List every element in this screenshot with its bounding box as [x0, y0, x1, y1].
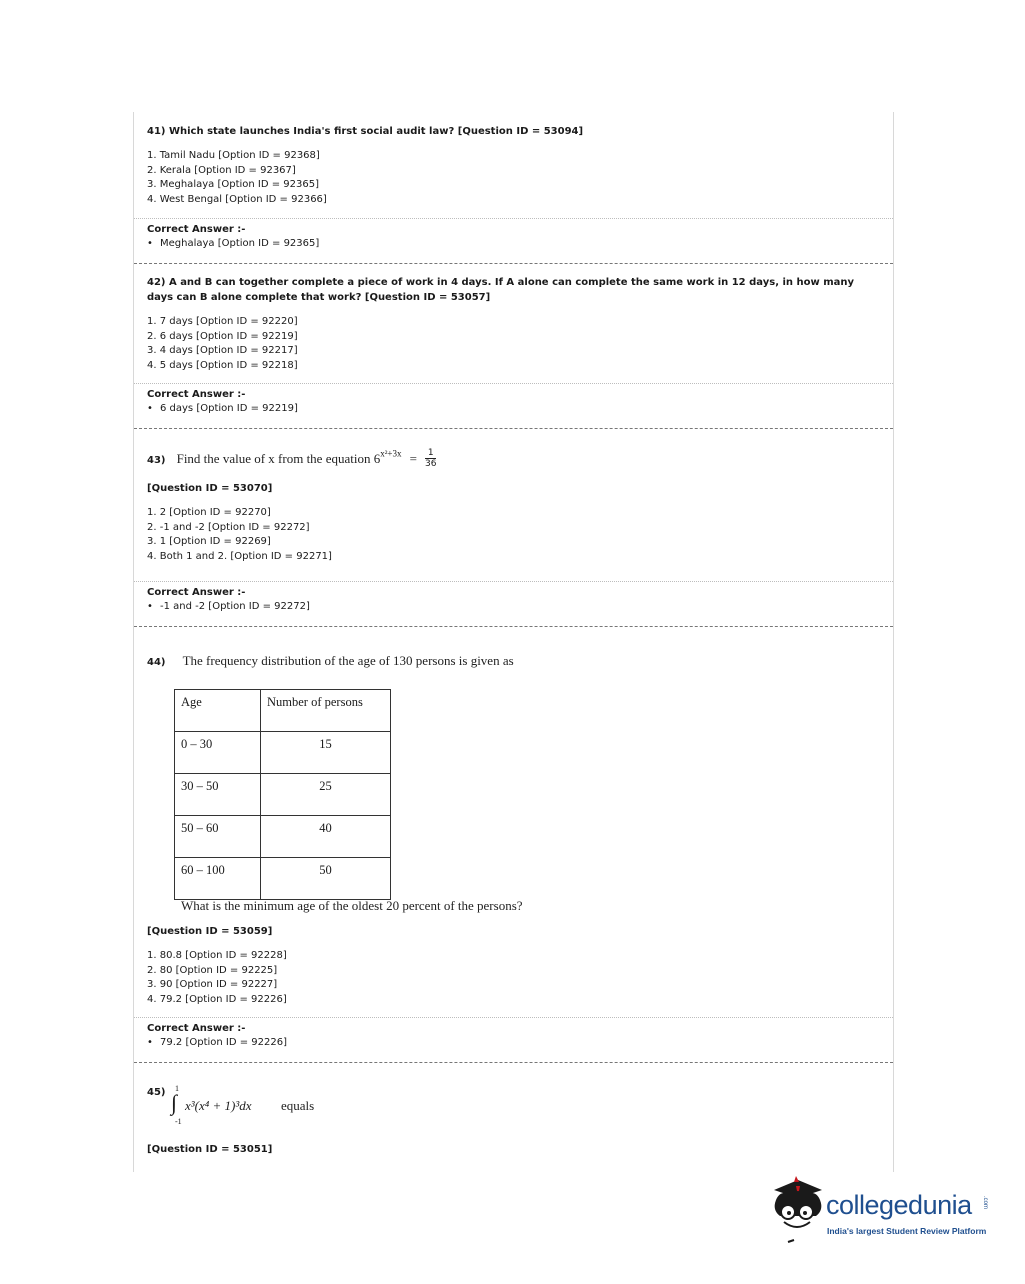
- count-cell: 40: [261, 816, 391, 858]
- option-2: 2. -1 and -2 [Option ID = 92272]: [147, 521, 310, 533]
- option-3: 3. 90 [Option ID = 92227]: [147, 979, 278, 991]
- divider: [134, 1017, 893, 1018]
- integral-suffix: equals: [281, 1098, 315, 1113]
- options-list: [147, 949, 883, 1008]
- correct-answer-text: 6 days [Option ID = 92219]: [160, 403, 298, 414]
- correct-answer-label: Correct Answer :-: [147, 1023, 246, 1034]
- question-divider: [134, 626, 893, 627]
- fraction: [425, 448, 436, 469]
- fraction-denominator: 36: [425, 459, 437, 469]
- divider: [134, 383, 893, 384]
- age-cell: 60 – 100: [175, 858, 261, 900]
- question-divider: [134, 428, 893, 429]
- option-4: 4. 5 days [Option ID = 92218]: [147, 360, 298, 372]
- correct-answer-text: 79.2 [Option ID = 92226]: [160, 1037, 287, 1048]
- table-header-row: [175, 690, 391, 732]
- question-id: [Question ID = 53051]: [147, 1144, 273, 1155]
- question-id: [Question ID = 53059]: [147, 926, 273, 937]
- fraction-numerator: 1: [425, 448, 436, 459]
- correct-answer-label: Correct Answer :-: [147, 389, 246, 400]
- question-text: The frequency distribution of the age of 130 persons is given as: [182, 653, 514, 668]
- question-stem: [147, 448, 883, 469]
- question-divider: [134, 1062, 893, 1063]
- age-cell: 0 – 30: [175, 732, 261, 774]
- question-text: Find the value of x from the equation 6: [176, 451, 381, 466]
- age-cell: 50 – 60: [175, 816, 261, 858]
- question-number: 44): [147, 657, 166, 668]
- options-list: [147, 506, 883, 565]
- correct-answer-label: Correct Answer :-: [147, 224, 246, 235]
- collegedunia-logo: [768, 1176, 998, 1248]
- option-3: 3. Meghalaya [Option ID = 92365]: [147, 179, 319, 191]
- question-44: [147, 650, 883, 669]
- question-44-followup: [181, 895, 883, 914]
- brand-domain: .com: [982, 1196, 988, 1210]
- option-3: 3. 4 days [Option ID = 92217]: [147, 345, 298, 357]
- count-cell: 50: [261, 858, 391, 900]
- age-cell: 30 – 50: [175, 774, 261, 816]
- integral-upper-limit: 1: [175, 1084, 179, 1093]
- option-4: 4. 79.2 [Option ID = 92226]: [147, 994, 287, 1006]
- question-id: [Question ID = 53070]: [147, 483, 273, 494]
- table-row: [175, 774, 391, 816]
- option-1: 1. 80.8 [Option ID = 92228]: [147, 950, 287, 961]
- options-list: [147, 315, 883, 374]
- brand-tagline: India's largest Student Review Platform: [827, 1226, 987, 1236]
- question-number: 43): [147, 455, 166, 466]
- header-age: Age: [175, 690, 261, 732]
- integral-sign-icon: ∫: [171, 1090, 178, 1115]
- question-number: 45): [147, 1087, 166, 1098]
- integral-lower-limit: -1: [175, 1117, 182, 1126]
- option-4: 4. Both 1 and 2. [Option ID = 92271]: [147, 551, 332, 563]
- header-count: Number of persons: [261, 690, 391, 732]
- exam-page: [133, 112, 894, 1172]
- options-list: [147, 149, 883, 208]
- frequency-table: [174, 689, 391, 900]
- correct-answer-text: -1 and -2 [Option ID = 92272]: [160, 601, 310, 612]
- option-3: 3. 1 [Option ID = 92269]: [147, 536, 271, 548]
- question-title: 42) A and B can together complete a piece of work in 4 days. If A alone can complete the same work in 12 days, in how many days can B alone complete that work? [Question ID = 53057]: [147, 277, 855, 303]
- mascot-icon: [768, 1176, 828, 1248]
- correct-answer-item: • 6 days [Option ID = 92219]: [147, 403, 298, 414]
- table-row: [175, 858, 391, 900]
- divider: [134, 581, 893, 582]
- option-4: 4. West Bengal [Option ID = 92366]: [147, 194, 327, 206]
- correct-answer-41: [147, 224, 883, 249]
- correct-answer-text: Meghalaya [Option ID = 92365]: [160, 238, 320, 249]
- correct-answer-item: • -1 and -2 [Option ID = 92272]: [147, 601, 310, 612]
- question-43: [147, 448, 883, 565]
- correct-answer-item: • Meghalaya [Option ID = 92365]: [147, 238, 320, 249]
- correct-answer-label: Correct Answer :-: [147, 587, 246, 598]
- question-45-id: [147, 1142, 883, 1157]
- correct-answer-43: [147, 587, 883, 612]
- count-cell: 25: [261, 774, 391, 816]
- table-row: [175, 816, 391, 858]
- option-1: 1. Tamil Nadu [Option ID = 92368]: [147, 150, 320, 161]
- option-1: 1. 2 [Option ID = 92270]: [147, 507, 271, 518]
- count-cell: 15: [261, 732, 391, 774]
- correct-answer-42: [147, 389, 883, 414]
- followup-text: What is the minimum age of the oldest 20 percent of the persons?: [181, 898, 523, 913]
- question-44-details: [147, 924, 883, 1008]
- question-title: 41) Which state launches India's first social audit law? [Question ID = 53094]: [147, 126, 584, 137]
- table-row: [175, 732, 391, 774]
- option-1: 1. 7 days [Option ID = 92220]: [147, 316, 298, 327]
- divider: [134, 218, 893, 219]
- integrand: x³(x⁴ + 1)³dx: [185, 1098, 252, 1113]
- correct-answer-item: • 79.2 [Option ID = 92226]: [147, 1037, 287, 1048]
- option-2: 2. Kerala [Option ID = 92367]: [147, 164, 296, 176]
- option-2: 2. 6 days [Option ID = 92219]: [147, 330, 298, 342]
- question-42: [147, 275, 883, 374]
- option-2: 2. 80 [Option ID = 92225]: [147, 964, 278, 976]
- brand-name: collegedunia: [826, 1190, 972, 1220]
- question-41: [147, 124, 883, 208]
- correct-answer-44: [147, 1023, 883, 1048]
- exponent: x²+3x: [380, 448, 402, 459]
- equals-sign: =: [409, 451, 417, 466]
- question-divider: [134, 263, 893, 264]
